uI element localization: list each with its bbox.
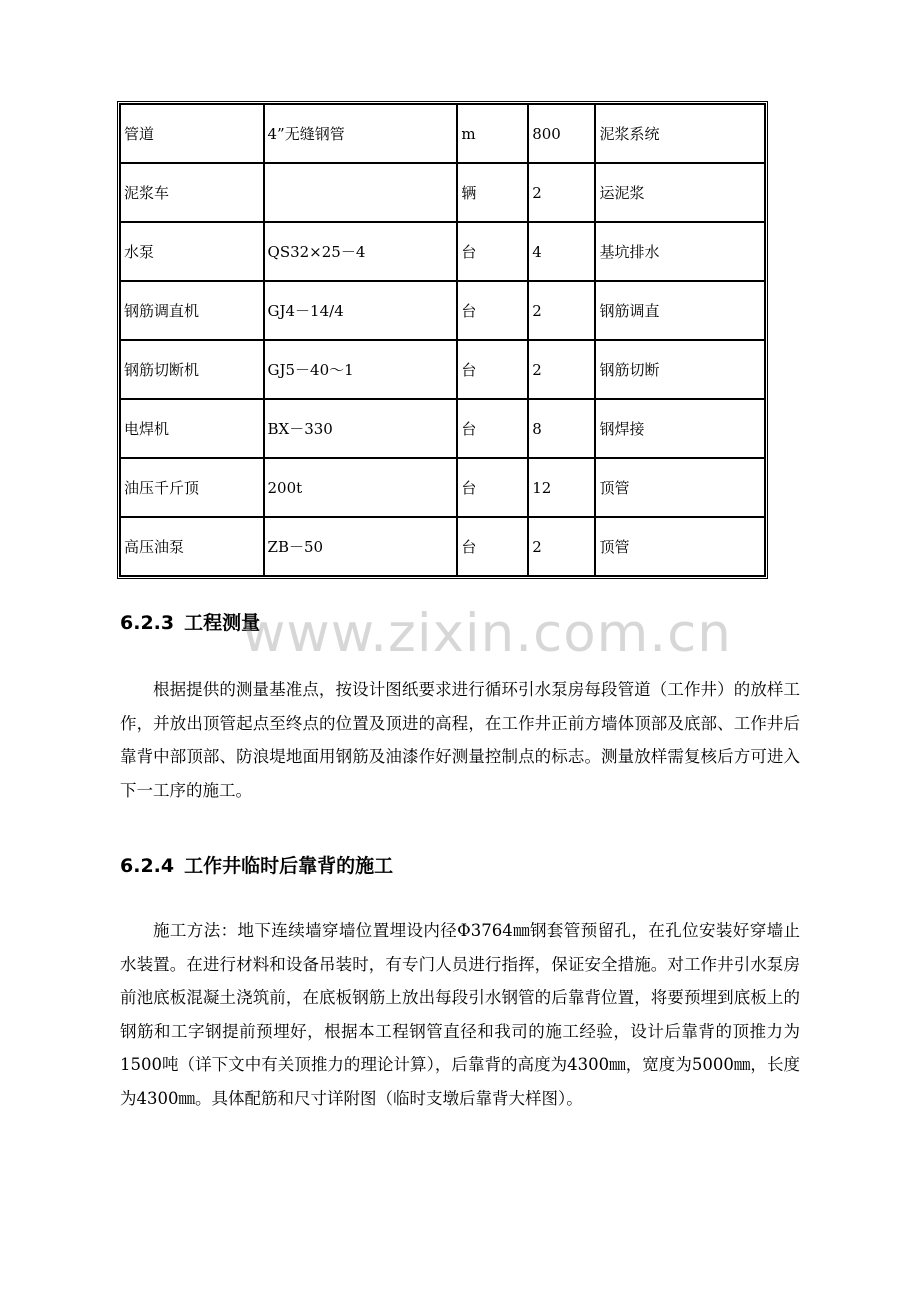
cell-quantity: 2 [528, 163, 595, 222]
cell-unit: 台 [457, 281, 528, 340]
section-title: 工程测量 [184, 612, 261, 634]
cell-quantity: 12 [528, 458, 595, 517]
table-row [120, 340, 765, 399]
cell-quantity: 4 [528, 222, 595, 281]
table-row [120, 517, 765, 576]
cell-spec: BX－330 [264, 399, 458, 458]
cell-quantity: 800 [528, 104, 595, 163]
cell-usage: 泥浆系统 [595, 104, 765, 163]
cell-quantity: 2 [528, 281, 595, 340]
cell-usage: 顶管 [595, 458, 765, 517]
cell-spec: 4”无缝钢管 [264, 104, 458, 163]
cell-usage: 顶管 [595, 517, 765, 576]
cell-name: 钢筋调直机 [120, 281, 264, 340]
cell-name: 水泵 [120, 222, 264, 281]
cell-spec: QS32×25－4 [264, 222, 458, 281]
cell-unit: 台 [457, 517, 528, 576]
cell-usage: 运泥浆 [595, 163, 765, 222]
cell-name: 油压千斤顶 [120, 458, 264, 517]
section-body-6-2-3: 根据提供的测量基准点，按设计图纸要求进行循环引水泵房每段管道（工作井）的放样工作，并放出顶管起点至终点的位置及顶进的高程，在工作井正前方墙体顶部及底部、工作井后靠背中部顶部、防浪堤地面用钢筋及油漆作好测量控制点的标志。测量放样需复核后方可进入下一工序的施工。 [120, 680, 800, 800]
cell-name: 泥浆车 [120, 163, 264, 222]
cell-unit: 辆 [457, 163, 528, 222]
cell-usage: 钢焊接 [595, 399, 765, 458]
section-title: 工作井临时后靠背的施工 [184, 855, 394, 877]
cell-quantity: 2 [528, 340, 595, 399]
table-row [120, 222, 765, 281]
table-row [120, 163, 765, 222]
cell-unit: 台 [457, 340, 528, 399]
cell-name: 高压油泵 [120, 517, 264, 576]
table-row [120, 458, 765, 517]
cell-name: 管道 [120, 104, 264, 163]
section-number: 6.2.3 [120, 612, 175, 634]
equipment-table [117, 101, 768, 579]
cell-spec [264, 163, 458, 222]
section-heading-6-2-4 [120, 851, 393, 878]
cell-usage: 基坑排水 [595, 222, 765, 281]
cell-unit: 台 [457, 399, 528, 458]
cell-name: 钢筋切断机 [120, 340, 264, 399]
equipment-table-body [120, 104, 765, 576]
section-body-6-2-4: 施工方法：地下连续墙穿墙位置埋设内径Φ3764㎜钢套管预留孔，在孔位安装好穿墙止水装置。在进行材料和设备吊装时，有专门人员进行指挥，保证安全措施。对工作井引水泵房前池底板混凝土浇筑前，在底板钢筋上放出每段引水钢管的后靠背位置，将要预埋到底板上的钢筋和工字钢提前预埋好，根据本工程钢管直径和我司的施工经验，设计后靠背的顶推力为1500吨（详下文中有关顶推力的理论计算），后靠背的高度为4300㎜，宽度为5000㎜，长度为4300㎜。具体配筋和尺寸详附图（临时支墩后靠背大样图）。 [120, 921, 800, 1108]
table-row [120, 399, 765, 458]
cell-spec: 200t [264, 458, 458, 517]
cell-spec: GJ5－40～1 [264, 340, 458, 399]
cell-usage: 钢筋调直 [595, 281, 765, 340]
cell-spec: ZB－50 [264, 517, 458, 576]
cell-unit: m [457, 104, 528, 163]
cell-spec: GJ4－14/4 [264, 281, 458, 340]
section-number: 6.2.4 [120, 855, 175, 877]
cell-unit: 台 [457, 222, 528, 281]
cell-usage: 钢筋切断 [595, 340, 765, 399]
cell-name: 电焊机 [120, 399, 264, 458]
section-heading-6-2-3 [120, 608, 260, 635]
cell-unit: 台 [457, 458, 528, 517]
watermark: www.zixin.com.cn [242, 603, 732, 664]
cell-quantity: 2 [528, 517, 595, 576]
cell-quantity: 8 [528, 399, 595, 458]
table-row [120, 104, 765, 163]
table-row [120, 281, 765, 340]
